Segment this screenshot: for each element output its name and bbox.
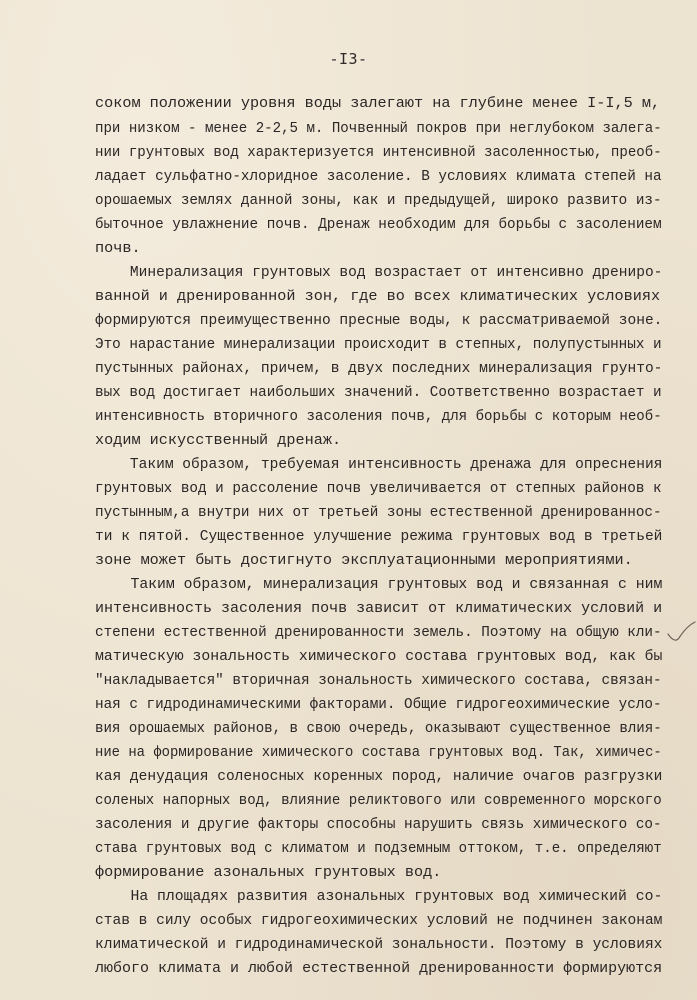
text-line: пустынных районах, причем, в двух последних минерализация грунто- bbox=[95, 359, 663, 377]
text-line: Минерализация грунтовых вод возрастает от интенсивно дрениро- bbox=[95, 263, 663, 281]
text-line: "накладывается" вторичная зональность химического состава, связан- bbox=[95, 671, 662, 689]
text-line: любого климата и любой естественной дренированности формируются bbox=[95, 959, 663, 977]
text-line: став в силу особых гидрогеохимических условий не подчинен законам bbox=[95, 911, 663, 929]
text-line: ти к пятой. Существенное улучшение режима грунтовых вод в третьей bbox=[95, 527, 663, 545]
text-line: Это нарастание минерализации происходит в степных, полупустынных и bbox=[95, 335, 662, 353]
text-line: формируются преимущественно пресные воды, к рассматриваемой зоне. bbox=[95, 311, 663, 329]
text-line: при низком - менее 2-2,5 м. Почвенный покров при неглубоком залега- bbox=[95, 119, 662, 137]
text-line: степени естественной дренированности земель. Поэтому на общую кли- bbox=[95, 623, 662, 641]
text-line: става грунтовых вод с климатом и подземным оттоком, т.е. определяют bbox=[95, 839, 662, 857]
text-line: ладает сульфатно-хлоридное засоление. В условиях климата степей на bbox=[95, 167, 662, 185]
text-line: нии грунтовых вод характеризуется интенсивной засоленностью, преоб- bbox=[95, 143, 662, 161]
text-line: грунтовых вод и рассоление почв увеличивается от степных районов к bbox=[95, 479, 662, 497]
text-line: формирование азональных грунтовых вод. bbox=[95, 863, 442, 881]
text-line: зоне может быть достигнуто эксплуатационными мероприятиями. bbox=[95, 551, 633, 569]
text-line: засоления и другие факторы способны нарушить связь химического со- bbox=[95, 815, 662, 833]
text-line: ходим искусственный дренаж. bbox=[95, 431, 342, 449]
text-line: ная с гидродинамическими факторами. Общие гидрогеохимические усло- bbox=[95, 695, 662, 713]
text-line: интенсивность засоления почв зависит от климатических условий и bbox=[95, 599, 663, 617]
text-line: соленых напорных вод, влияние реликтового или современного морского bbox=[95, 791, 662, 809]
text-line: На площадях развития азональных грунтовых вод химический со- bbox=[95, 887, 663, 905]
text-line: кая денудация соленосных коренных пород, наличие очагов разгрузки bbox=[95, 767, 663, 785]
text-line: матическую зональность химического состава грунтовых вод, как бы bbox=[95, 647, 663, 665]
text-line: ванной и дренированной зон, где во всех климатических условиях bbox=[95, 287, 661, 305]
text-line: пустынным,а внутри них от третьей зоны естественной дренированнос- bbox=[95, 503, 662, 521]
text-line: вых вод достигает наибольших значений. Соответственно возрастает и bbox=[95, 383, 662, 401]
text-line: ние на формирование химического состава грунтовых вод. Так, химичес- bbox=[95, 743, 662, 761]
text-line: Таким образом, требуемая интенсивность дренажа для опреснения bbox=[95, 455, 663, 473]
text-line: климатической и гидродинамической зональности. Поэтому в условиях bbox=[95, 935, 663, 953]
text-line: быточное увлажнение почв. Дренаж необходим для борьбы с засолением bbox=[95, 215, 662, 233]
page-number: -I3- bbox=[329, 50, 368, 68]
text-line: Таким образом, минерализация грунтовых вод и связанная с ним bbox=[95, 575, 663, 593]
text-line: соком положении уровня воды залегают на глубине менее I-I,5 м, bbox=[95, 94, 661, 112]
pencil-check-mark-icon bbox=[666, 620, 696, 644]
text-line: интенсивность вторичного засоления почв, для борьбы с которым необ- bbox=[95, 407, 662, 425]
text-line: вия орошаемых районов, в свою очередь, оказывают существенное влия- bbox=[95, 719, 662, 737]
text-line: орошаемых землях данной зоны, как и предыдущей, широко развито из- bbox=[95, 191, 662, 209]
text-line: почв. bbox=[95, 239, 141, 257]
